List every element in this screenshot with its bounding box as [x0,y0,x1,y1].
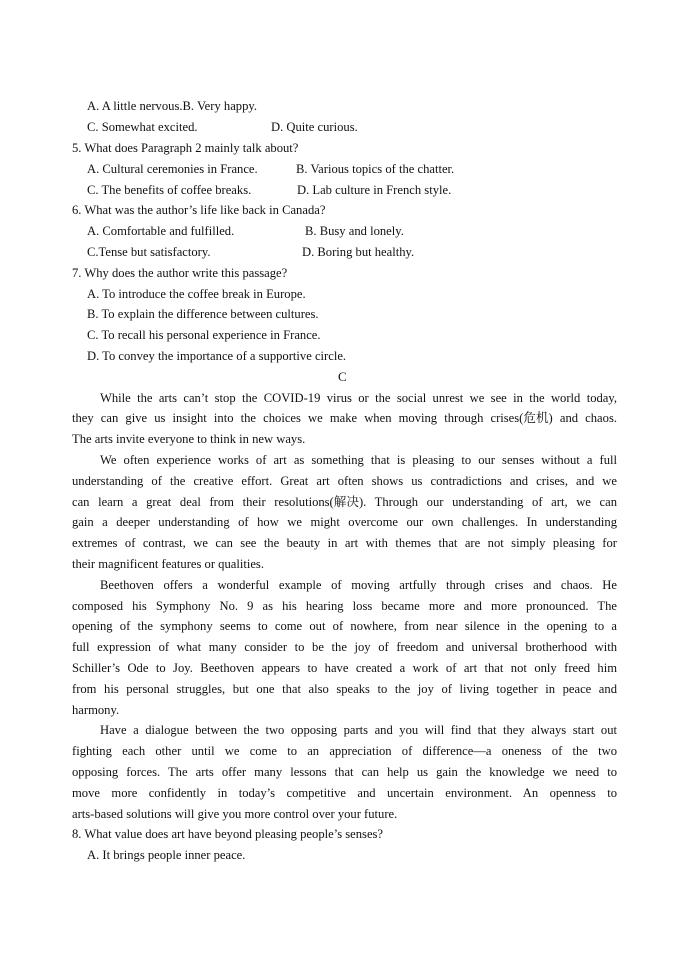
q5-stem: 5. What does Paragraph 2 mainly talk about? [72,141,299,155]
passage-line: from his personal struggles, but one that also speaks to the joy of living together in peace and [72,682,617,696]
q6-option-b: B. Busy and lonely. [305,224,404,238]
passage-line: their magnificent features or qualities. [72,557,264,571]
passage-line: opening of the symphony seems to come out of nowhere, from near silence in the opening to a [72,619,617,633]
passage-line: Beethoven offers a wonderful example of moving artfully through crises and chaos. He [100,578,617,592]
passage-line: extremes of contrast, we can see the beauty in art with themes that are not simply pleasing for [72,536,617,550]
q7-option-a: A. To introduce the coffee break in Europe. [87,287,306,301]
q7-option-b: B. To explain the difference between cultures. [87,307,319,321]
q5-option-c: C. The benefits of coffee breaks. [87,183,252,197]
passage-line: We often experience works of art as something that is pleasing to our senses without a full [100,453,617,467]
q6-option-c: C.Tense but satisfactory. [87,245,211,259]
passage-line: fighting each other until we come to an appreciation of difference—a oneness of the two [72,744,617,758]
q7-stem: 7. Why does the author write this passage? [72,266,288,280]
passage-line: they can give us insight into the choices we make when moving through crises(危机) and chaos. [72,411,617,425]
q5-option-d: D. Lab culture in French style. [297,183,452,197]
q8-option-a: A. It brings people inner peace. [87,848,246,862]
passage-line: gain a deeper understanding of how we might overcome our own challenges. In understanding [72,515,617,529]
q4-option-d: D. Quite curious. [271,120,358,134]
q4-option-ab: A. A little nervous.B. Very happy. [87,99,258,113]
passage-line: Have a dialogue between the two opposing parts and you will find that they always start out [100,723,617,737]
passage-line: Schiller’s Ode to Joy. Beethoven appears to have created a work of art that not only freed him [72,661,617,675]
passage-line: harmony. [72,703,120,717]
passage-line: understanding of the creative effort. Great art often shows us contradictions and crises, and we [72,474,617,488]
q6-option-a: A. Comfortable and fulfilled. [87,224,235,238]
passage-line: While the arts can’t stop the COVID-19 virus or the social unrest we see in the world today, [100,391,617,405]
q6-stem: 6. What was the author’s life like back in Canada? [72,203,326,217]
passage-line: arts-based solutions will give you more control over your future. [72,807,398,821]
section-heading: C [338,369,347,384]
q5-option-a: A. Cultural ceremonies in France. [87,162,258,176]
q8-stem: 8. What value does art have beyond pleasing people’s senses? [72,827,384,841]
q5-option-b: B. Various topics of the chatter. [296,162,455,176]
q7-option-d: D. To convey the importance of a supportive circle. [87,349,347,363]
q4-option-c: C. Somewhat excited. [87,120,198,134]
passage-line: can learn a great deal from their resolutions(解决). Through our understanding of art, we can [72,495,617,509]
passage-line: composed his Symphony No. 9 as his hearing loss became more and more pronounced. The [72,599,617,613]
passage-line: The arts invite everyone to think in new ways. [72,432,306,446]
passage-line: move more confidently in today’s competitive and uncertain environment. An openness to [72,786,617,800]
passage-line: opposing forces. The arts offer many lessons that can help us gain the knowledge we need to [72,765,617,779]
passage-line: full expression of what many consider to be the joy of freedom and universal brotherhood with [72,640,617,654]
q7-option-c: C. To recall his personal experience in France. [87,328,321,342]
q6-option-d: D. Boring but healthy. [302,245,415,259]
